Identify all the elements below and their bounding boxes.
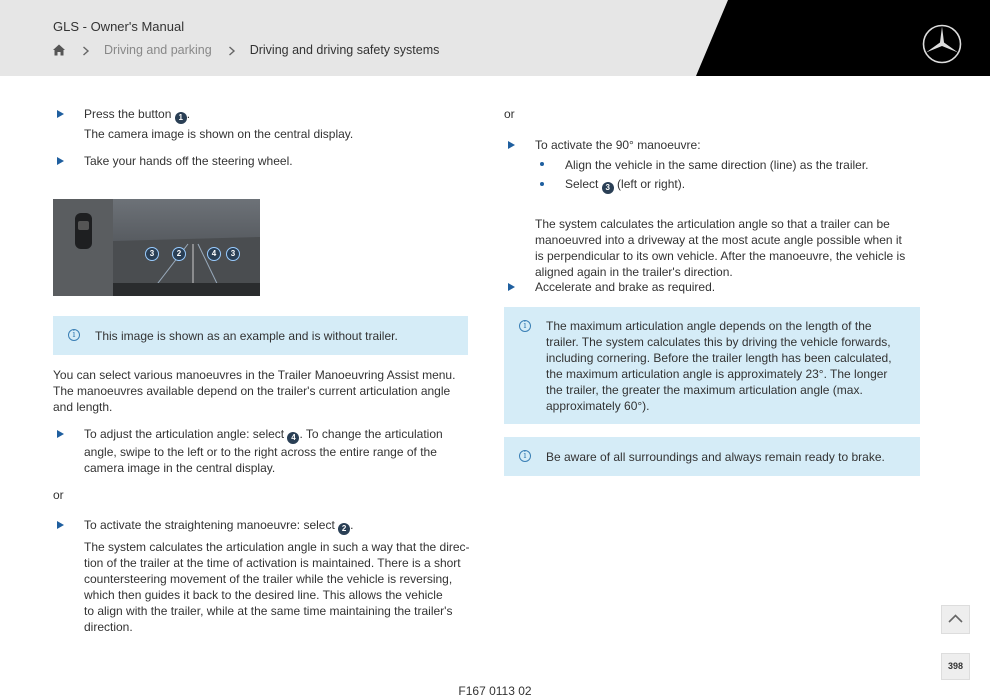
number-3-icon: 3 [602,182,614,194]
step-arrow [508,141,515,149]
breadcrumb [52,41,439,59]
step-result: The camera image is shown on the central display. [84,127,354,141]
image-label-3-right: 3 [226,247,240,261]
paragraph-manoeuvres: You can select various manoeuvres in the Trailer Manoeuvring Assist menu. The manoeuvres available depend on the trailer's current articulation angle and length. [53,368,456,414]
info-text: This image is shown as an example and is without trailer. [95,329,398,343]
number-4-icon: 4 [287,432,299,444]
header-black-panel [0,0,990,76]
page-number-badge[interactable]: 398 [941,653,970,680]
step-arrow [508,283,515,291]
or-label: or [53,488,64,502]
step-arrow [57,521,64,529]
step-arrow [57,110,64,118]
step-arrow [57,157,64,165]
info-box-articulation [504,307,920,424]
scroll-to-top-button[interactable] [941,605,970,634]
number-2-icon: 2 [338,523,350,535]
breadcrumb-current[interactable]: Driving and driving safety systems [249,43,440,57]
camera-image [53,199,260,296]
manual-title: GLS - Owner's Manual [53,19,185,34]
info-icon: i [519,320,531,332]
image-reference-code: F167 0113 02 [458,684,532,698]
chevron-right-icon [82,45,90,55]
step-hands-off: Take your hands off the steering wheel. [84,154,293,168]
info-surroundings-text: Be aware of all surroundings and always remain ready to brake. [546,450,885,464]
sub-bullet [540,162,544,166]
header-bar [0,0,990,76]
info-box-example [53,316,468,355]
or-label: or [504,107,515,121]
step-adjust-angle: To adjust the articulation angle: select 4 . To change the articulation angle, swipe to the left or to the right across the entire range of the camera image in the central display. [84,427,443,475]
sub-bullet [540,182,544,186]
info-box-surroundings [504,437,920,476]
number-1-icon: 1 [175,112,187,124]
info-icon: i [68,329,80,341]
image-label-3-left: 3 [145,247,159,261]
sub-step-align: Align the vehicle in the same direction (line) as the trailer. [565,158,869,172]
info-articulation-text: The maximum articulation angle depends on the length of the trailer. The system calculates this by driving the vehicle forwards, including cornering. Before the trailer length has been calculated, the maximum articulation angle is approximately 23°. The longer the trailer, the greater the maximum articulation angle (max. approximately 60°). [546,319,892,413]
mercedes-star-logo[interactable] [921,23,963,65]
paragraph-90-explanation: The system calculates the articulation angle so that a trailer can be manoeuvred into a driveway at the most acute angle possible when it is perpendicular to its own vehicle. After the manoeuvre, the vehicle is aligned again in the trailer's direction. [535,217,906,279]
step-90-manoeuvre: To activate the 90° manoeuvre: [535,138,701,152]
home-icon[interactable] [52,43,66,57]
chevron-right-icon [228,45,236,55]
step-straightening: To activate the straightening manoeuvre: select 2 . The system calculates the articulation angle in such a way that the direc- tion of the trailer at the time of activation is maintained. There is a short countersteering movement of the trailer while the vehicle is reversing, which then guides it back to the desired line. This allows the vehicle to align with the trailer, while at the same time maintaining the trailer's direction. [84,518,470,634]
step-accelerate: Accelerate and brake as required. [535,280,716,294]
sub-step-select: Select 3 (left or right). [565,177,686,192]
step-arrow [57,430,64,438]
image-label-4: 4 [207,247,221,261]
step-press-button: Press the button 1 . [84,107,191,122]
image-label-2: 2 [172,247,186,261]
chevron-up-icon [942,606,969,633]
breadcrumb-link-driving-parking[interactable]: Driving and parking [104,43,212,57]
info-icon: i [519,450,531,462]
